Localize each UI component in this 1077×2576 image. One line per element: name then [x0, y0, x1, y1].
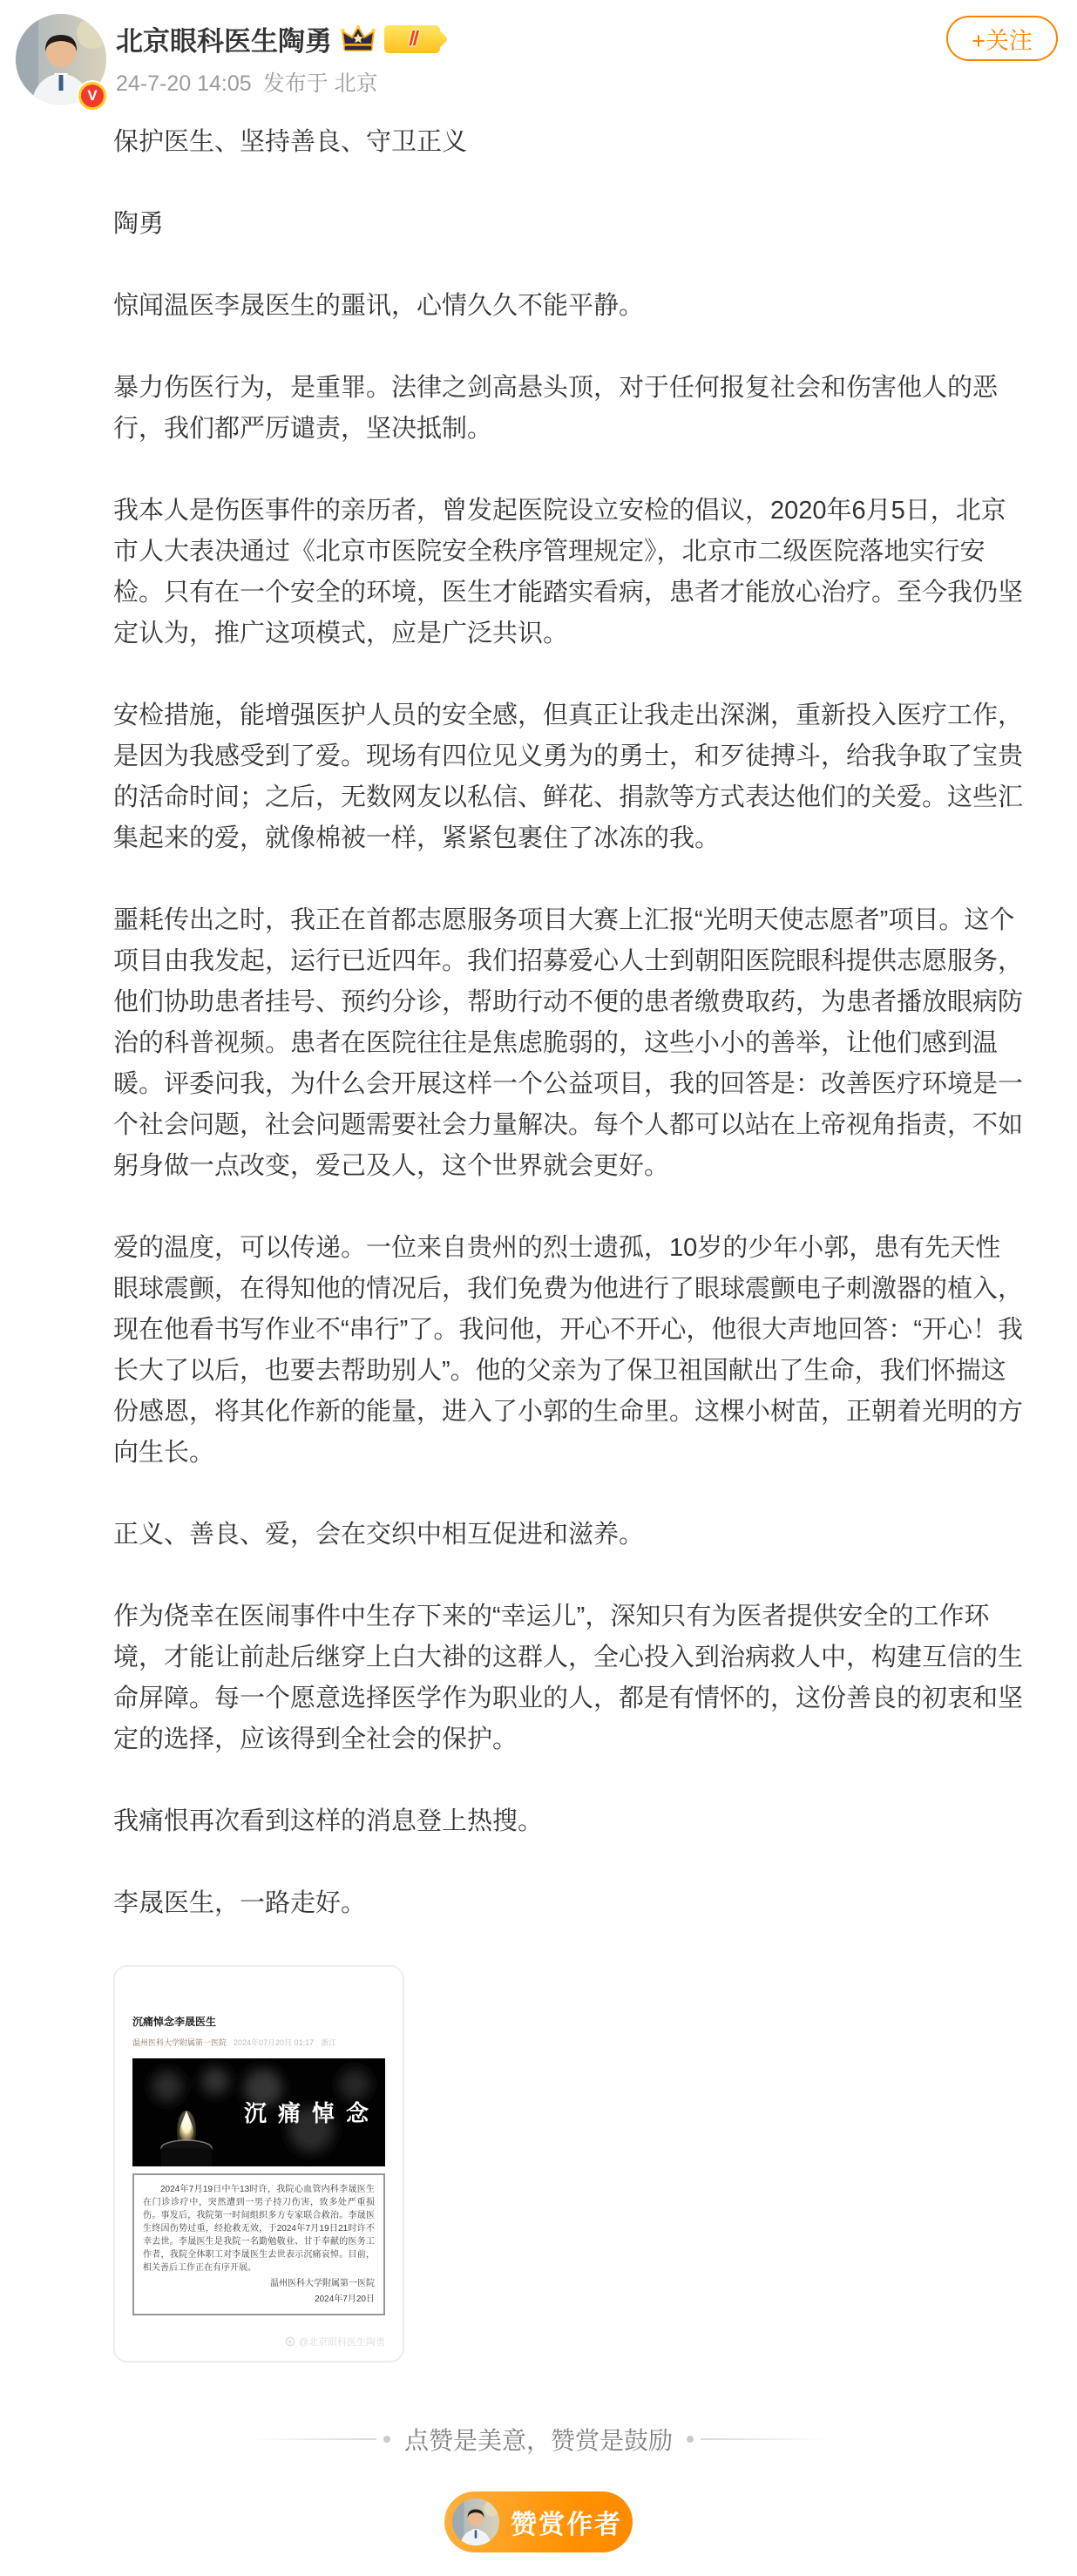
- post-timestamp: 24-7-20 14:05: [116, 71, 252, 96]
- watermark-text: @北京眼科医生陶勇: [298, 2337, 385, 2348]
- post-header: [0, 0, 1077, 110]
- card-byline: [132, 2037, 385, 2048]
- divider-line-left: [247, 2438, 376, 2440]
- post-paragraph: 安检措施，能增强医护人员的安全感，但真正让我走出深渊，重新投入医疗工作，是因为我感受到了爱。现场有四位见义勇为的勇士，和歹徒搏斗，给我争取了宝贵的活命时间；之后，无数网友以私信、鲜花、捐款等方式表达他们的关爱。这些汇集起来的爱，就像棉被一样，紧紧包裹住了冰冻的我。: [113, 702, 1024, 852]
- divider-text: 点赞是美意，赞赏是鼓励: [403, 2427, 673, 2454]
- vip-level-badge: [384, 25, 440, 53]
- post-paragraph: 爱的温度，可以传递。一位来自贵州的烈士遗孤，10岁的少年小郭，患有先天性眼球震颤，在得知他的情况后，我们免费为他进行了眼球震颤电子刺激器的植入，现在他看书写作业不“串行”了。我问他，开心不开心，他很大声地回答：“开心！我长大了以后，也要去帮助别人”。他的父亲为了保卫祖国献出了生命，我们怀揣这份感恩，将其化作新的能量，进入了小郭的生命里。这棵小树苗，正朝着光明的方向生长。: [113, 1234, 1024, 1467]
- reward-author-button[interactable]: [444, 2491, 633, 2552]
- card-title: 沉痛悼念李晟医生: [132, 2016, 217, 2028]
- author-avatar[interactable]: [16, 14, 106, 105]
- vip-crown-icon: [341, 24, 376, 54]
- card-watermark: [285, 2335, 385, 2349]
- follow-button[interactable]: +关注: [946, 16, 1058, 61]
- post-paragraph: 噩耗传出之时，我正在首都志愿服务项目大赛上汇报“光明天使志愿者”项目。这个项目由我发起，运行已近四年。我们招募爱心人士到朝阳医院眼科提供志愿服务，他们协助患者挂号、预约分诊，帮助行动不便的患者缴费取药，为患者播放眼病防治的科普视频。患者在医院往往是焦虑脆弱的，这些小小的善举，让他们感到温暖。评委问我，为什么会开展这样一个公益项目，我的回答是：改善医疗环境是一个社会问题，社会问题需要社会力量解决。每个人都可以站在上帝视角指责，不如躬身做一点改变，爱己及人，这个世界就会更好。: [113, 906, 1024, 1180]
- post-meta: [116, 66, 383, 98]
- post-body: [113, 122, 1023, 1924]
- notice-text: 2024年7月19日中午13时许，我院心血管内科李晟医生在门诊诊疗中，突然遭到一男子持刀伤害，致多处严重损伤。事发后，我院第一时间组织多方专家联合救治。李晟医生终因伤势过重，经抢救无效，于2024年7月19日21时许不幸去世。李晟医生是我院一名勤勉敬业、甘于奉献的医务工作者，我院全体职工对李晟医生去世表示沉痛哀悼。目前，相关善后工作正在有序开展。: [143, 2185, 375, 2273]
- post-paragraph: 李晟医生，一路走好。: [113, 1889, 367, 1917]
- vip-level-label: Ⅱ: [407, 27, 417, 50]
- post-paragraph: 我本人是伤医事件的亲历者，曾发起医院设立安检的倡议，2020年6月5日，北京市人大表决通过《北京市医院安全秩序管理规定》，北京市二级医院落地实行安检。只有在一个安全的环境，医生才能踏实看病，患者才能放心治疗。至今我仍坚定认为，推广这项模式，应是广泛共识。: [113, 497, 1024, 647]
- author-name-row: [116, 19, 440, 58]
- card-source-account: 温州医科大学附属第一医院: [132, 2038, 227, 2047]
- reward-divider: [0, 2422, 1077, 2457]
- divider-line-right: [701, 2438, 830, 2440]
- post-paragraph: 我痛恨再次看到这样的消息登上热搜。: [113, 1807, 544, 1835]
- notice-signature-org: 温州医科大学附属第一医院: [270, 2279, 375, 2288]
- memorial-banner: [132, 2058, 385, 2166]
- post-paragraph: 正义、善良、爱，会在交织中相互促进和滋养。: [113, 1521, 645, 1549]
- hospital-notice-box: [132, 2173, 385, 2315]
- post-location: 发布于 北京: [262, 71, 378, 96]
- notice-signature-date: 2024年7月20日: [315, 2295, 375, 2304]
- verified-v-icon: V: [78, 82, 106, 110]
- post-paragraph: 作为侥幸在医闹事件中生存下来的“幸运儿”，深知只有为医者提供安全的工作环境，才能让前赴后继穿上白大褂的这群人，全心投入到治病救人中，构建互信的生命屏障。每一个愿意选择医学作为职业的人，都是有情怀的，这份善良的初衷和坚定的选择，应该得到全社会的保护。: [113, 1603, 1024, 1753]
- card-datetime: 2024年07月20日 01:17: [234, 2038, 315, 2047]
- post-paragraph: 保护医生、坚持善良、守卫正义: [113, 128, 468, 156]
- reward-avatar: [452, 2498, 499, 2545]
- embedded-image-card[interactable]: [113, 1965, 404, 2362]
- post-paragraph: 暴力伤医行为，是重罪。法律之剑高悬头顶，对于任何报复社会和伤害他人的恶行，我们都严厉谴责，坚决抵制。: [113, 374, 999, 443]
- weibo-watermark-icon: [285, 2336, 295, 2347]
- divider-dot-left: [383, 2436, 390, 2443]
- doctor-portrait-mini-image: [452, 2498, 499, 2545]
- banner-title: 沉痛悼念: [244, 2101, 381, 2127]
- card-region: 浙江: [321, 2038, 337, 2047]
- divider-dot-right: [687, 2436, 694, 2443]
- post-paragraph: 陶勇: [113, 210, 165, 238]
- author-username[interactable]: 北京眼科医生陶勇: [116, 26, 332, 57]
- post-paragraph: 惊闻温医李晟医生的噩讯，心情久久不能平静。: [113, 292, 645, 320]
- reward-button-label: 赞赏作者: [511, 2511, 622, 2539]
